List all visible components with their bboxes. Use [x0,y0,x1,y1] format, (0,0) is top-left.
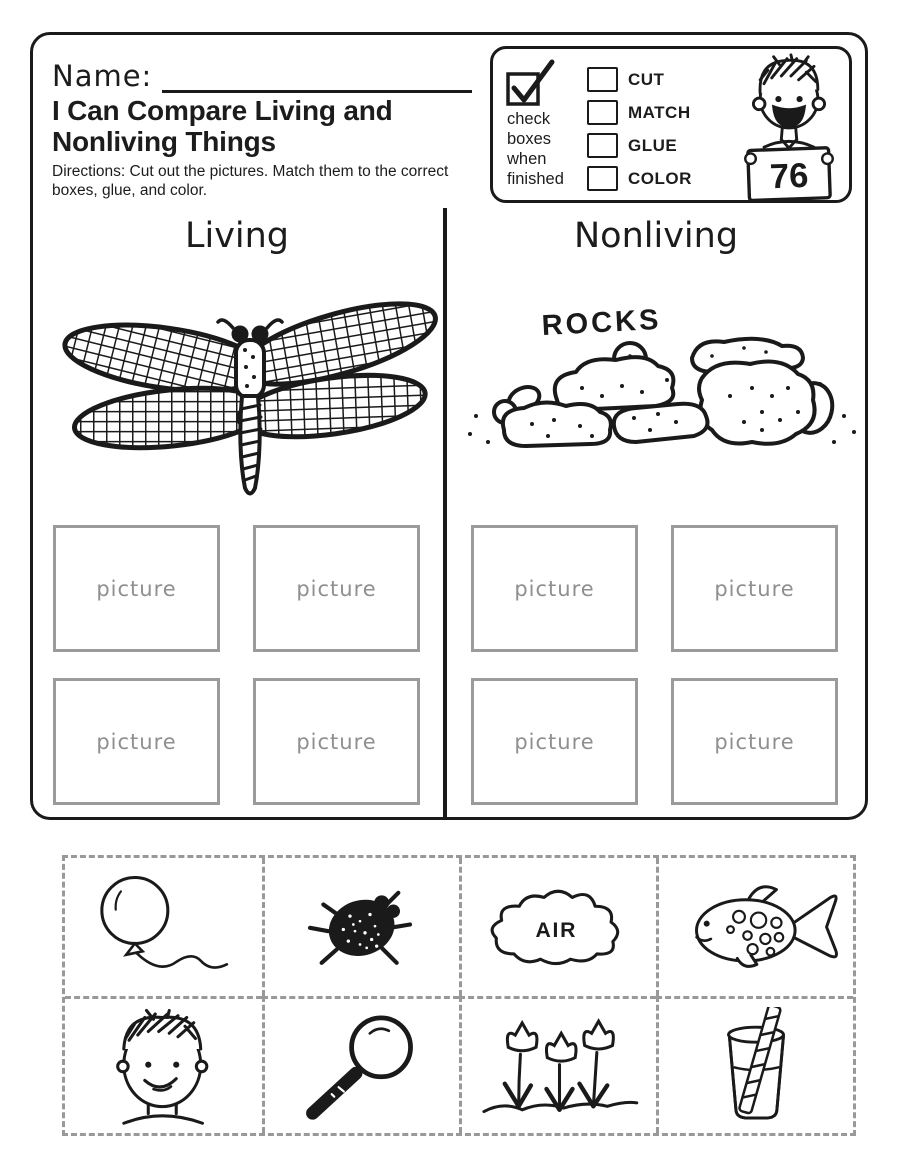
air-cloud-icon [484,876,634,978]
magnifying-glass-icon [297,1009,427,1122]
tulip-flowers-icon [477,1009,642,1122]
cutout-magnifying-glass[interactable] [262,996,459,1134]
cutout-air-cloud[interactable] [459,858,656,996]
color-checkbox[interactable] [587,166,618,191]
color-checkbox-row [587,166,692,191]
cut-checkbox[interactable] [587,67,618,92]
nonliving-picture-box-3[interactable] [471,678,638,805]
cut-label: CUT [628,69,665,89]
balloon-icon [81,868,246,986]
color-label: COLOR [628,168,692,188]
name-label: Name: [52,59,153,93]
living-picture-box-3[interactable] [53,678,220,805]
cutout-drink[interactable] [656,996,853,1134]
checklist-caption: check boxes when finished [507,110,564,189]
cutout-grid [62,855,856,1136]
picture-box-label: picture [96,576,177,601]
fish-icon [671,876,841,978]
picture-box-label: picture [296,729,377,754]
glue-checkbox-row [587,133,677,158]
cutout-boy[interactable] [65,996,262,1134]
picture-box-label: picture [296,576,377,601]
match-checkbox[interactable] [587,100,618,125]
dragonfly-illustration [55,278,445,506]
checked-box-icon [505,57,557,109]
rock-pile-illustration [462,296,862,466]
picture-box-label: picture [714,729,795,754]
picture-box-label: picture [514,729,595,754]
page-title-line1: I Can Compare Living and [52,95,393,126]
cutout-fish[interactable] [656,858,853,996]
directions-text: Directions: Cut out the pictures. Match them to the correct boxes, glue, and color. [52,163,449,200]
name-row [52,56,472,93]
drink-with-straw-icon [706,1007,806,1124]
rocks-label: ROCKS [540,303,663,343]
bug-icon [300,872,425,982]
cutout-flowers[interactable] [459,996,656,1134]
boy-with-page-number-illustration [735,51,843,201]
nonliving-picture-box-1[interactable] [471,525,638,652]
nonliving-column-header: Nonliving [573,216,739,256]
name-input-line[interactable] [162,56,472,93]
air-label: AIR [535,918,578,942]
picture-box-label: picture [714,576,795,601]
boy-icon [94,1007,234,1125]
glue-label: GLUE [628,135,678,155]
glue-checkbox[interactable] [587,133,618,158]
checklist-panel [490,46,852,203]
page-title-line2: Nonliving Things [52,126,276,158]
living-picture-box-2[interactable] [253,525,420,652]
nonliving-picture-box-4[interactable] [671,678,838,805]
cut-checkbox-row [587,67,664,92]
living-picture-box-4[interactable] [253,678,420,805]
picture-box-label: picture [96,729,177,754]
page-number: 76 [769,156,809,197]
living-picture-box-1[interactable] [53,525,220,652]
picture-box-label: picture [514,576,595,601]
match-label: MATCH [628,102,691,122]
living-column-header: Living [184,216,290,256]
cutout-bug[interactable] [262,858,459,996]
page-title [52,95,492,158]
nonliving-picture-box-2[interactable] [671,525,838,652]
cutout-balloon[interactable] [65,858,262,996]
match-checkbox-row [587,100,691,125]
